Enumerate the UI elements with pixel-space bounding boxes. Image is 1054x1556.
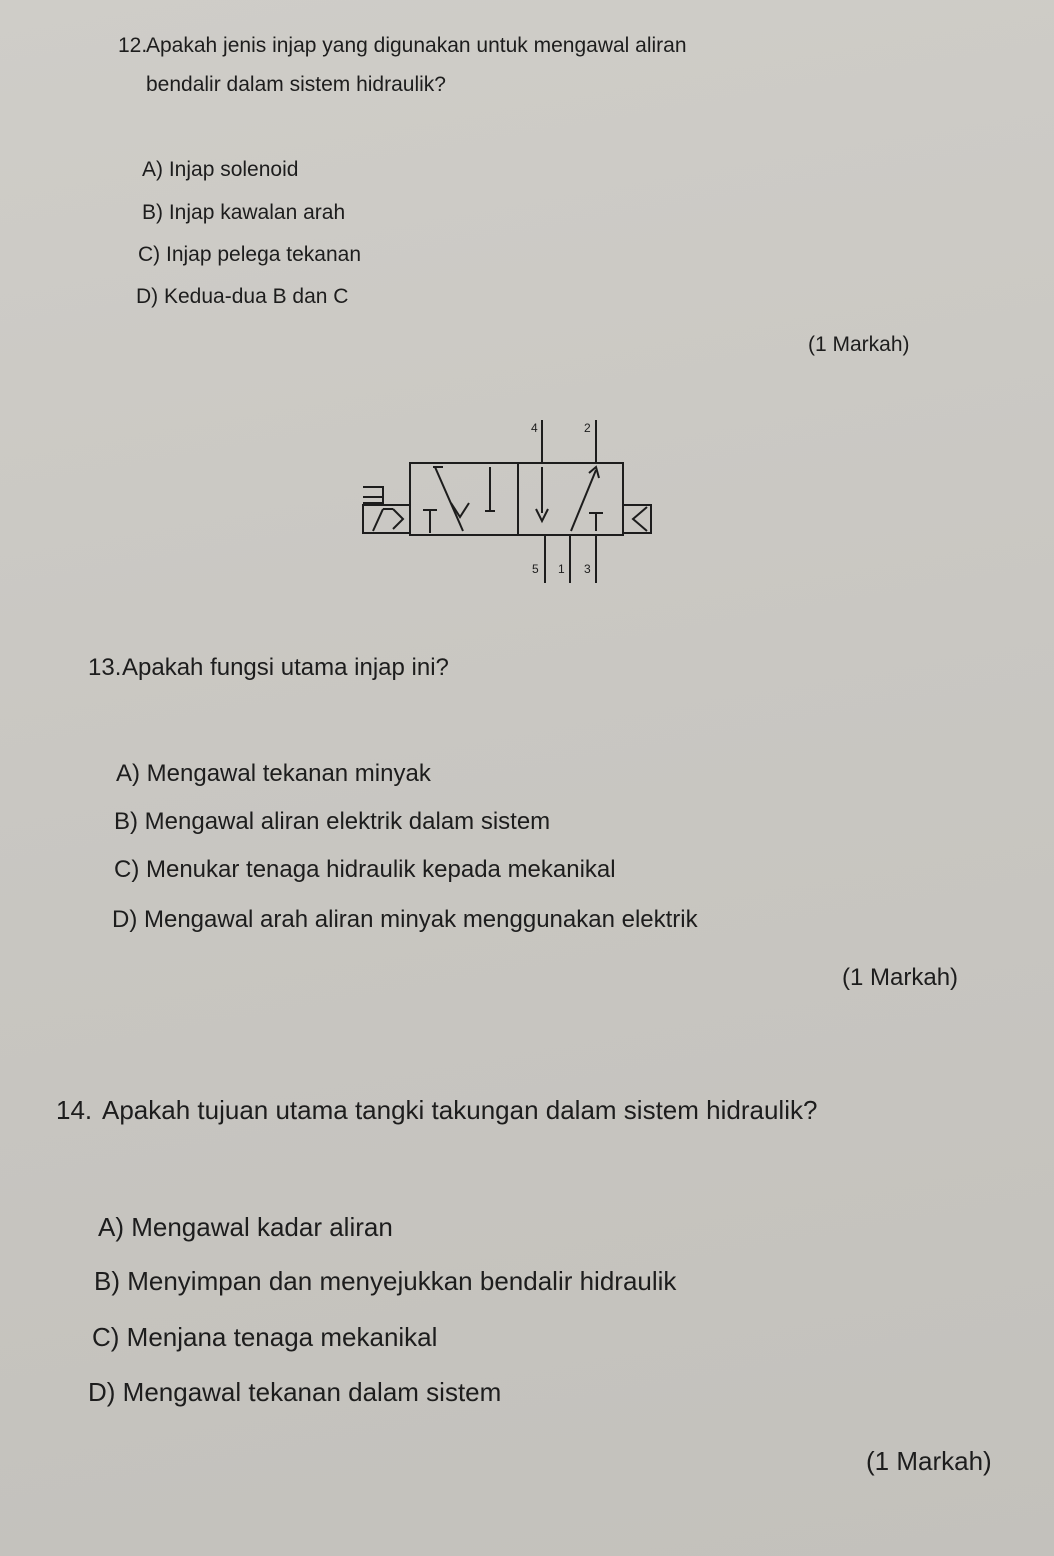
directional-valve-symbol <box>355 405 665 585</box>
q13-option-c: C) Menukar tenaga hidraulik kepada mekanikal <box>114 856 616 883</box>
q12-option-b: B) Injap kawalan arah <box>142 201 346 224</box>
q12-option-a: A) Injap solenoid <box>142 158 299 181</box>
q14-option-c: C) Menjana tenaga mekanikal <box>92 1322 438 1352</box>
q13-number: 13. <box>88 654 122 681</box>
q14-option-d: D) Mengawal tekanan dalam sistem <box>88 1377 502 1407</box>
q12-text-line2: bendalir dalam sistem hidraulik? <box>146 73 446 96</box>
q12-number: 12. <box>118 34 148 57</box>
port-label-5: 5 <box>532 562 539 576</box>
q12-text-line1: Apakah jenis injap yang digunakan untuk mengawal aliran <box>146 34 687 57</box>
valve-body <box>410 463 623 535</box>
q12-option-d: D) Kedua-dua B dan C <box>136 285 349 308</box>
port-label-1: 1 <box>558 562 565 576</box>
q14-option-a: A) Mengawal kadar aliran <box>98 1212 393 1242</box>
q13-marks: (1 Markah) <box>842 964 959 991</box>
q14-number: 14. <box>56 1095 93 1125</box>
port-label-3: 3 <box>584 562 591 576</box>
port-label-2: 2 <box>584 421 591 435</box>
q13-option-d: D) Mengawal arah aliran minyak menggunakan elektrik <box>112 906 698 933</box>
q13-option-a: A) Mengawal tekanan minyak <box>116 760 431 787</box>
q13-option-b: B) Mengawal aliran elektrik dalam sistem <box>114 808 551 835</box>
port-label-4: 4 <box>531 421 538 435</box>
q13-text: Apakah fungsi utama injap ini? <box>122 654 449 681</box>
q14-text: Apakah tujuan utama tangki takungan dalam sistem hidraulik? <box>102 1095 818 1125</box>
q12-marks: (1 Markah) <box>808 333 910 356</box>
q12-option-c: C) Injap pelega tekanan <box>138 243 361 266</box>
spring-return <box>623 505 651 533</box>
q14-option-b: B) Menyimpan dan menyejukkan bendalir hidraulik <box>94 1266 677 1296</box>
q14-marks: (1 Markah) <box>866 1446 992 1476</box>
